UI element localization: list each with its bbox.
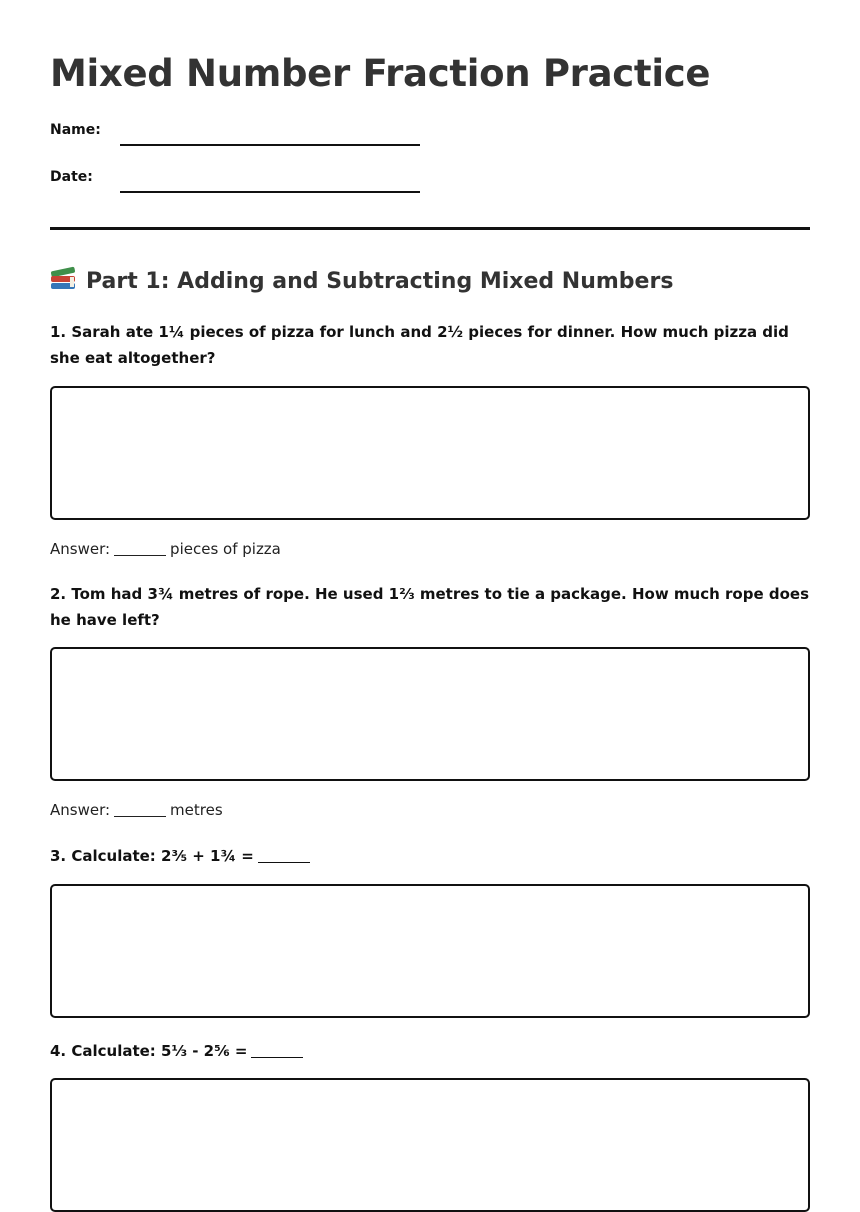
- question-3-text: 3. Calculate: 2⅗ + 1¾ =: [50, 847, 254, 865]
- date-input[interactable]: [120, 191, 420, 193]
- date-field-row: [50, 167, 470, 193]
- question-3: [50, 843, 810, 869]
- answer-prefix: Answer:: [50, 540, 111, 558]
- header-divider: [50, 227, 810, 230]
- answer-blank[interactable]: [114, 541, 166, 556]
- name-label: Name:: [50, 122, 101, 138]
- work-box-4[interactable]: [50, 1078, 810, 1212]
- answer-prefix: Answer:: [50, 801, 111, 819]
- answer-blank[interactable]: [258, 848, 310, 863]
- question-4: [50, 1038, 810, 1064]
- answer-line-1: [50, 539, 281, 559]
- answer-unit: pieces of pizza: [170, 540, 281, 558]
- name-input[interactable]: [120, 144, 420, 146]
- answer-unit: metres: [170, 801, 223, 819]
- question-2: 2. Tom had 3¾ metres of rope. He used 1⅔ metres to tie a package. How much rope does he have left?: [50, 585, 810, 629]
- name-field-row: [50, 120, 470, 146]
- books-icon: [50, 267, 76, 291]
- work-box-1[interactable]: [50, 386, 810, 520]
- section-heading: [50, 266, 673, 298]
- work-box-3[interactable]: [50, 884, 810, 1018]
- answer-line-2: [50, 800, 223, 820]
- section-heading-text: Part 1: Adding and Subtracting Mixed Numbers: [86, 269, 674, 294]
- work-box-2[interactable]: [50, 647, 810, 781]
- answer-blank[interactable]: [114, 802, 166, 817]
- date-label: Date:: [50, 169, 93, 185]
- page-title: Mixed Number Fraction Practice: [50, 52, 711, 95]
- answer-blank[interactable]: [251, 1043, 303, 1058]
- question-1: 1. Sarah ate 1¼ pieces of pizza for lunch and 2½ pieces for dinner. How much pizza did she eat altogether?: [50, 323, 789, 367]
- question-4-text: 4. Calculate: 5⅓ - 2⅚ =: [50, 1042, 248, 1060]
